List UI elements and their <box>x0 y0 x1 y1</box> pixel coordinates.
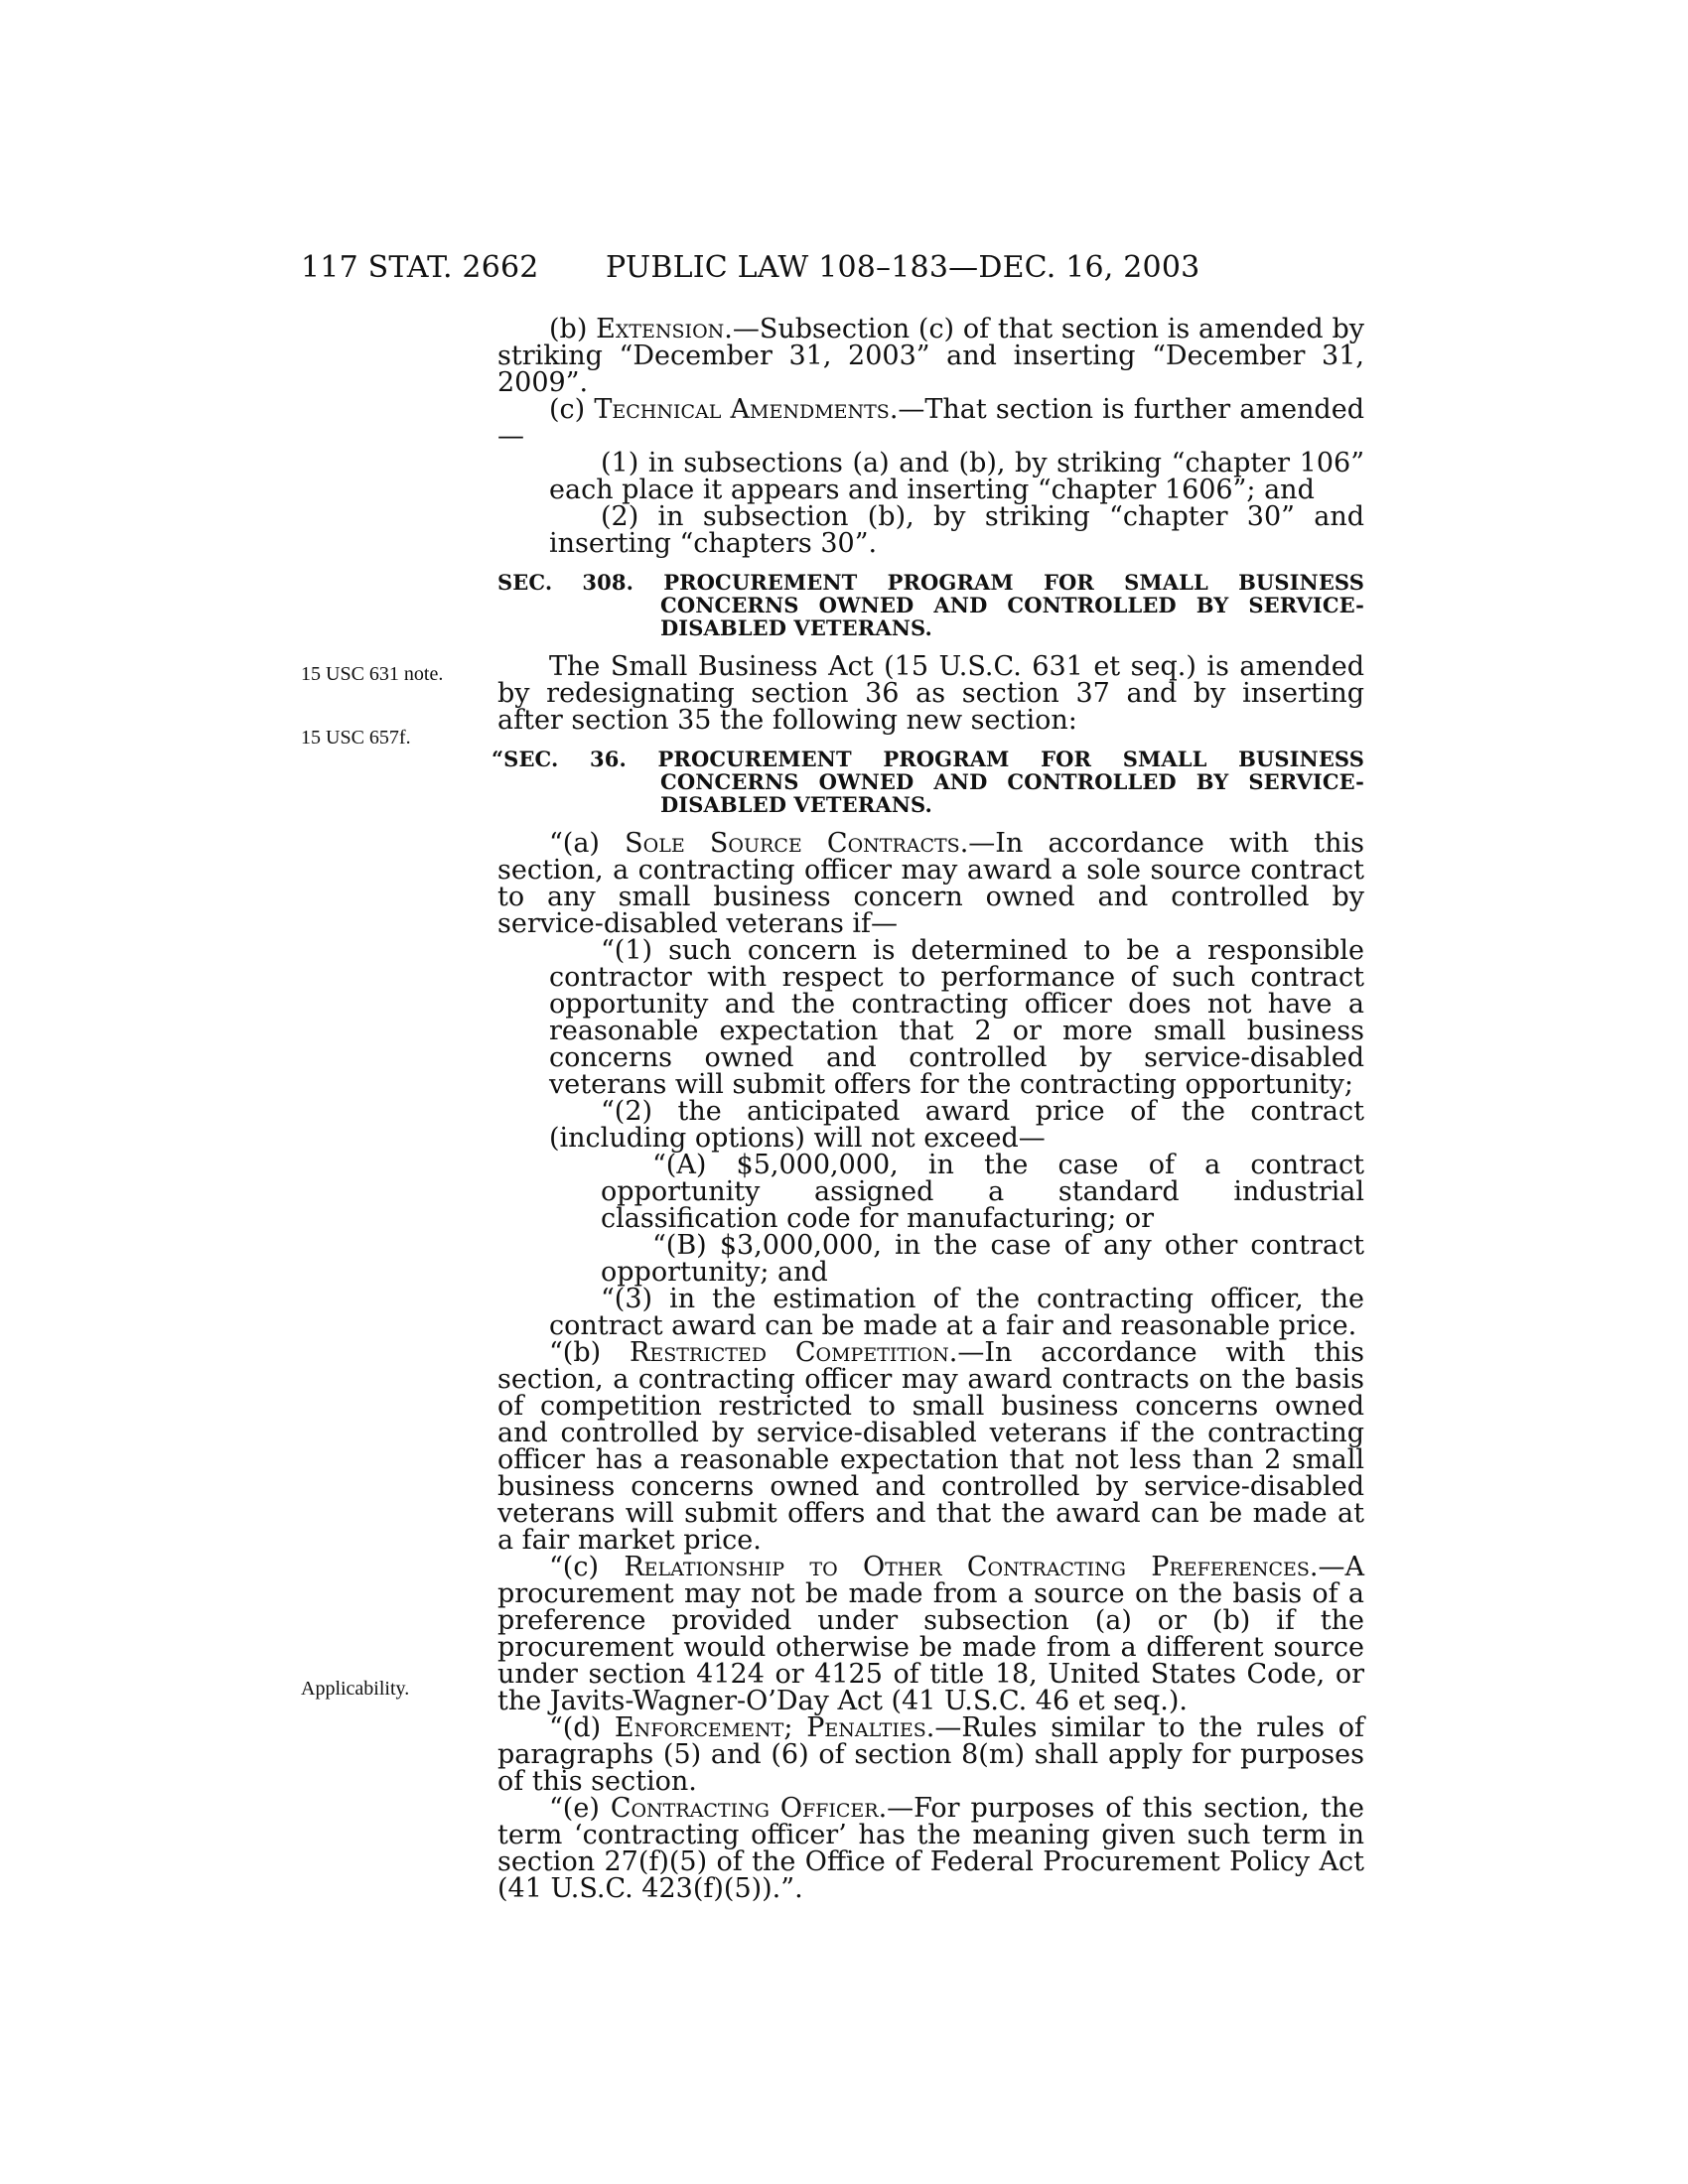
subsection-b-restricted: “(b) Restricted Competition.—In accordance with this section, a contracting officer may award contracts on the basis of competition restricted to small business concerns owned and controlled by service-disabled veterans if the contracting officer has a reasonable expectation that not less than 2 small business concerns owned and controlled by service-disabled veterans will submit offers and that the award can be made at a fair market price. <box>497 1337 1364 1556</box>
margin-note-usc-657f: 15 USC 657f. <box>301 727 411 749</box>
margin-note-applicability: Applicability. <box>301 1678 410 1700</box>
subsection-b-extension: (b) Extension.—Subsection (c) of that section is amended by striking “December 31, 2003” and inserting “December 31, 2009”. <box>497 314 1364 398</box>
subsection-d-enforcement: “(d) Enforcement; Penalties.—Rules similar to the rules of paragraphs (5) and (6) of section 8(m) shall apply for purposes of this section. <box>497 1712 1365 1797</box>
running-header: PUBLIC LAW 108–183—DEC. 16, 2003 <box>606 250 1200 285</box>
margin-note-usc-631: 15 USC 631 note. <box>301 663 444 685</box>
page-reference: 117 STAT. 2662 <box>301 250 539 285</box>
paragraph-a3: “(3) in the estimation of the contracting officer, the contract award can be made at a fair and reasonable price. <box>549 1284 1364 1341</box>
subparagraph-a2b: “(B) $3,000,000, in the case of any other contract opportunity; and <box>601 1230 1364 1288</box>
subsection-e-contracting-officer: “(e) Contracting Officer.—For purposes of this section, the term ‘contracting officer’ has the meaning given such term in section 27(f)(5) of the Office of Federal Procurement Policy Act (41 U.S.C. 423(f)(5)).”. <box>497 1793 1364 1904</box>
section-308-heading: SEC. 308. PROCUREMENT PROGRAM FOR SMALL BUSINESS CONCERNS OWNED AND CONTROLLED BY SERVICE-DISABLED VETERANS. <box>497 570 1364 640</box>
subparagraph-a2a: “(A) $5,000,000, in the case of a contract opportunity assigned a standard industrial classification code for manufacturing; or <box>601 1150 1364 1234</box>
subsection-a-sole-source: “(a) Sole Source Contracts.—In accordance with this section, a contracting officer may award a sole source contract to any small business concern owned and controlled by service-disabled veterans if— <box>497 828 1364 939</box>
section-308-intro: The Small Business Act (15 U.S.C. 631 et seq.) is amended by redesignating section 36 as section 37 and by inserting after section 35 the following new section: <box>497 651 1364 736</box>
paragraph-c2: (2) in subsection (b), by striking “chapter 30” and inserting “chapters 30”. <box>549 501 1364 559</box>
paragraph-a1: “(1) such concern is determined to be a responsible contractor with respect to performance of such contract opportunity and the contracting officer does not have a reasonable expectation that 2 or more small business concerns owned and controlled by service-disabled veterans will submit offers for the contracting opportunity; <box>549 935 1364 1100</box>
main-text <box>492 314 1365 1904</box>
subsection-c-technical: (c) Technical Amendments.—That section is further amended— <box>497 394 1364 452</box>
paragraph-c1: (1) in subsections (a) and (b), by striking “chapter 106” each place it appears and inserting “chapter 1606”; and <box>549 448 1364 505</box>
paragraph-a2: “(2) the anticipated award price of the contract (including options) will not exceed— <box>549 1096 1364 1154</box>
subsection-c-relationship: “(c) Relationship to Other Contracting Preferences.—A procurement may not be made from a source on the basis of a preference provided under subsection (a) or (b) if the procurement would otherwise be made from a different source under section 4124 or 4125 of title 18, United States Code, or the Javits-Wagner-O’Day Act (41 U.S.C. 46 et seq.). <box>497 1552 1364 1716</box>
section-36-heading: “SEC. 36. PROCUREMENT PROGRAM FOR SMALL BUSINESS CONCERNS OWNED AND CONTROLLED BY SERVICE-DISABLED VETERANS. <box>492 747 1364 817</box>
